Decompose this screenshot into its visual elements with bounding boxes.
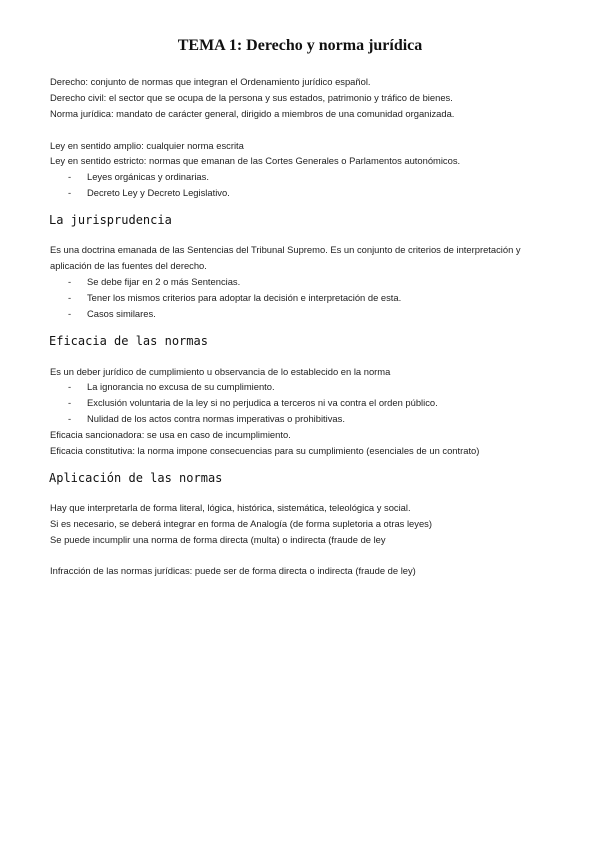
eficacia-constitutiva: Eficacia constitutiva: la norma impone consecuencias para su cumplimiento (esenciales de un contrato) xyxy=(50,445,480,456)
definition-norma-juridica: Norma jurídica: mandato de carácter general, dirigido a miembros de una comunidad organizada. xyxy=(50,108,455,119)
section-heading-eficacia: Eficacia de las normas xyxy=(49,334,208,348)
bullet-marker: - xyxy=(68,292,72,303)
list-item: Exclusión voluntaria de la ley si no perjudica a terceros ni va contra el orden público. xyxy=(87,397,438,408)
definition-derecho: Derecho: conjunto de normas que integran el Ordenamiento jurídico español. xyxy=(50,76,371,87)
bullet-marker: - xyxy=(68,308,72,319)
page-title: TEMA 1: Derecho y norma jurídica xyxy=(177,37,423,54)
aplicacion-line: Hay que interpretarla de forma literal, lógica, histórica, sistemática, teleológica y social. xyxy=(50,502,411,513)
definition-derecho-civil: Derecho civil: el sector que se ocupa de la persona y sus estados, patrimonio y tráfico de bienes. xyxy=(50,92,453,103)
list-item: Leyes orgánicas y ordinarias. xyxy=(87,171,209,182)
jurisprudencia-text: Es una doctrina emanada de las Sentencias del Tribunal Supremo. Es un conjunto de criterios de interpretación y xyxy=(50,244,521,255)
bullet-marker: - xyxy=(68,381,72,392)
eficacia-sancionadora: Eficacia sancionadora: se usa en caso de incumplimiento. xyxy=(50,429,291,440)
bullet-marker: - xyxy=(68,171,72,182)
bullet-marker: - xyxy=(68,413,72,424)
section-heading-aplicacion: Aplicación de las normas xyxy=(49,471,223,485)
list-item: Casos similares. xyxy=(87,308,156,319)
list-item: La ignorancia no excusa de su cumplimiento. xyxy=(87,381,275,392)
aplicacion-line: Si es necesario, se deberá integrar en forma de Analogía (de forma supletoria a otras leyes) xyxy=(50,518,432,529)
bullet-marker: - xyxy=(68,187,72,198)
jurisprudencia-text-cont: aplicación de las fuentes del derecho. xyxy=(50,260,207,271)
aplicacion-line: Se puede incumplir una norma de forma directa (multa) o indirecta (fraude de ley xyxy=(50,534,386,545)
section-heading-jurisprudencia: La jurisprudencia xyxy=(49,213,172,227)
list-item: Tener los mismos criterios para adoptar la decisión e interpretación de esta. xyxy=(87,292,402,303)
list-item: Decreto Ley y Decreto Legislativo. xyxy=(87,187,230,198)
bullet-marker: - xyxy=(68,276,72,287)
bullet-marker: - xyxy=(68,397,72,408)
list-item: Nulidad de los actos contra normas imperativas o prohibitivas. xyxy=(87,413,345,424)
list-item: Se debe fijar en 2 o más Sentencias. xyxy=(87,276,241,287)
infraccion-text: Infracción de las normas jurídicas: puede ser de forma directa o indirecta (fraude de ley) xyxy=(50,565,416,576)
ley-sentido-amplio: Ley en sentido amplio: cualquier norma escrita xyxy=(50,140,244,151)
ley-sentido-estricto: Ley en sentido estricto: normas que emanan de las Cortes Generales o Parlamentos autonómicos. xyxy=(50,155,461,166)
eficacia-text: Es un deber jurídico de cumplimiento u observancia de lo establecido en la norma xyxy=(50,366,391,377)
